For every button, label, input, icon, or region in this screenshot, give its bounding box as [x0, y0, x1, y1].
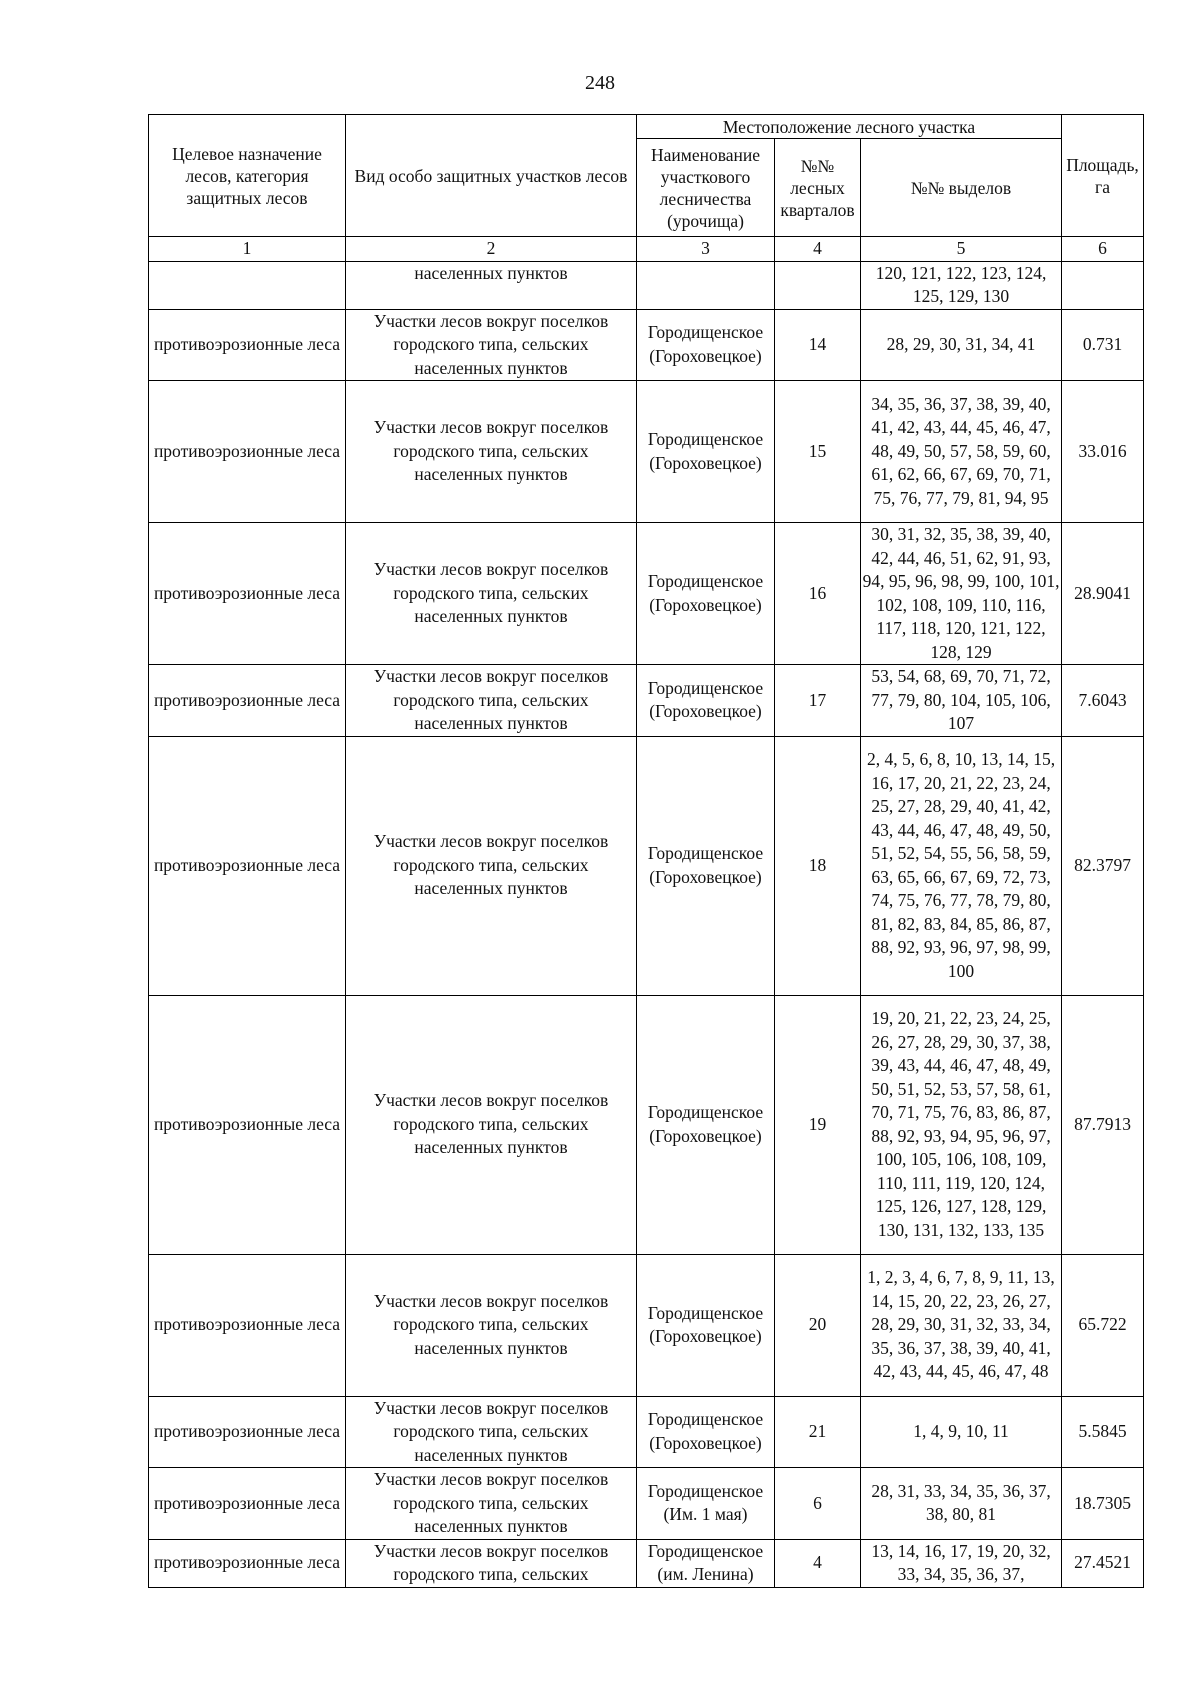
sections-cell: 28, 29, 30, 31, 34, 41	[861, 309, 1062, 381]
quarter-cell: 19	[775, 995, 861, 1254]
forestry-cell: Городищенское (Им. 1 мая)	[637, 1468, 775, 1540]
table-row	[149, 1539, 1144, 1587]
area-cell	[1062, 261, 1144, 309]
area-cell: 28.9041	[1062, 523, 1144, 665]
quarter-cell: 21	[775, 1396, 861, 1468]
forestry-cell: Городищенское (Гороховецкое)	[637, 665, 775, 737]
category-cell	[149, 261, 346, 309]
forestry-cell: Городищенское (им. Ленина)	[637, 1539, 775, 1587]
quarter-cell	[775, 261, 861, 309]
forestry-cell: Городищенское (Гороховецкое)	[637, 309, 775, 381]
page-number: 248	[585, 72, 615, 94]
forestry-cell: Городищенское (Гороховецкое)	[637, 1396, 775, 1468]
column-number: 1	[149, 237, 346, 262]
quarter-cell: 14	[775, 309, 861, 381]
area-cell: 5.5845	[1062, 1396, 1144, 1468]
table-row	[149, 1254, 1144, 1396]
plot-type-cell: Участки лесов вокруг поселков городского типа, сельских населенных пунктов	[346, 309, 637, 381]
column-number: 5	[861, 237, 1062, 262]
category-cell: противоэрозионные леса	[149, 523, 346, 665]
table-row	[149, 1468, 1144, 1540]
forestry-cell: Городищенское (Гороховецкое)	[637, 995, 775, 1254]
sections-cell: 2, 4, 5, 6, 8, 10, 13, 14, 15, 16, 17, 20, 21, 22, 23, 24, 25, 27, 28, 29, 40, 41, 42, 43, 44, 46, 47, 48, 49, 50, 51, 52, 54, 55, 56, 58, 59, 63, 65, 66, 67, 69, 72, 73, 74, 75, 76, 77, 78, 79, 80, 81, 82, 83, 84, 85, 86, 87, 88, 92, 93, 96, 97, 98, 99, 100	[861, 736, 1062, 995]
quarter-cell: 18	[775, 736, 861, 995]
category-cell: противоэрозионные леса	[149, 309, 346, 381]
plot-type-cell: Участки лесов вокруг поселков городского типа, сельских населенных пунктов	[346, 1468, 637, 1540]
area-cell: 27.4521	[1062, 1539, 1144, 1587]
area-cell: 33.016	[1062, 381, 1144, 523]
category-cell: противоэрозионные леса	[149, 665, 346, 737]
column-number: 3	[637, 237, 775, 262]
table-row	[149, 309, 1144, 381]
category-cell: противоэрозионные леса	[149, 1396, 346, 1468]
quarter-cell: 15	[775, 381, 861, 523]
sections-cell: 120, 121, 122, 123, 124, 125, 129, 130	[861, 261, 1062, 309]
area-cell: 65.722	[1062, 1254, 1144, 1396]
sections-cell: 1, 4, 9, 10, 11	[861, 1396, 1062, 1468]
plot-type-cell: Участки лесов вокруг поселков городского типа, сельских населенных пунктов	[346, 736, 637, 995]
header-location-group: Местоположение лесного участка	[637, 115, 1062, 139]
plot-type-cell: Участки лесов вокруг поселков городского типа, сельских населенных пунктов	[346, 665, 637, 737]
header-quarters: №№ лесных кварталов	[775, 139, 861, 237]
category-cell: противоэрозионные леса	[149, 995, 346, 1254]
quarter-cell: 20	[775, 1254, 861, 1396]
table-row	[149, 381, 1144, 523]
category-cell: противоэрозионные леса	[149, 1539, 346, 1587]
table-row	[149, 523, 1144, 665]
sections-cell: 13, 14, 16, 17, 19, 20, 32, 33, 34, 35, 36, 37,	[861, 1539, 1062, 1587]
column-number: 4	[775, 237, 861, 262]
area-cell: 82.3797	[1062, 736, 1144, 995]
forestry-cell	[637, 261, 775, 309]
header-forestry-name: Наименование участкового лесничества (урочища)	[637, 139, 775, 237]
plot-type-cell: Участки лесов вокруг поселков городского типа, сельских населенных пунктов	[346, 995, 637, 1254]
sections-cell: 1, 2, 3, 4, 6, 7, 8, 9, 11, 13, 14, 15, 20, 22, 23, 26, 27, 28, 29, 30, 31, 32, 33, 34, 35, 36, 37, 38, 39, 40, 41, 42, 43, 44, 45, 46, 47, 48	[861, 1254, 1062, 1396]
table-row	[149, 1396, 1144, 1468]
sections-cell: 28, 31, 33, 34, 35, 36, 37, 38, 80, 81	[861, 1468, 1062, 1540]
header-target-purpose: Целевое назначение лесов, категория защитных лесов	[149, 115, 346, 237]
category-cell: противоэрозионные леса	[149, 381, 346, 523]
forestry-cell: Городищенское (Гороховецкое)	[637, 523, 775, 665]
sections-cell: 19, 20, 21, 22, 23, 24, 25, 26, 27, 28, 29, 30, 37, 38, 39, 43, 44, 46, 47, 48, 49, 50, 51, 52, 53, 57, 58, 61, 70, 71, 75, 76, 83, 86, 87, 88, 92, 93, 94, 95, 96, 97, 100, 105, 106, 108, 109, 110, 111, 119, 120, 124, 125, 126, 127, 128, 129, 130, 131, 132, 133, 135	[861, 995, 1062, 1254]
quarter-cell: 17	[775, 665, 861, 737]
forestry-cell: Городищенское (Гороховецкое)	[637, 381, 775, 523]
header-protected-plot-type: Вид особо защитных участков лесов	[346, 115, 637, 237]
plot-type-cell: Участки лесов вокруг поселков городского типа, сельских населенных пунктов	[346, 381, 637, 523]
area-cell: 7.6043	[1062, 665, 1144, 737]
plot-type-cell: Участки лесов вокруг поселков городского типа, сельских населенных пунктов	[346, 1254, 637, 1396]
sections-cell: 30, 31, 32, 35, 38, 39, 40, 42, 44, 46, 51, 62, 91, 93, 94, 95, 96, 98, 99, 100, 101, 102, 108, 109, 110, 116, 117, 118, 120, 121, 122, 128, 129	[861, 523, 1062, 665]
column-number: 2	[346, 237, 637, 262]
quarter-cell: 6	[775, 1468, 861, 1540]
plot-type-cell: населенных пунктов	[346, 261, 637, 309]
category-cell: противоэрозионные леса	[149, 736, 346, 995]
area-cell: 18.7305	[1062, 1468, 1144, 1540]
column-number: 6	[1062, 237, 1144, 262]
plot-type-cell: Участки лесов вокруг поселков городского типа, сельских	[346, 1539, 637, 1587]
plot-type-cell: Участки лесов вокруг поселков городского типа, сельских населенных пунктов	[346, 523, 637, 665]
protective-forests-table	[148, 114, 1144, 1588]
area-cell: 87.7913	[1062, 995, 1144, 1254]
quarter-cell: 4	[775, 1539, 861, 1587]
table-row	[149, 736, 1144, 995]
area-cell: 0.731	[1062, 309, 1144, 381]
table-row	[149, 261, 1144, 309]
sections-cell: 53, 54, 68, 69, 70, 71, 72, 77, 79, 80, 104, 105, 106, 107	[861, 665, 1062, 737]
header-area: Площадь, га	[1062, 115, 1144, 237]
category-cell: противоэрозионные леса	[149, 1468, 346, 1540]
header-sections: №№ выделов	[861, 139, 1062, 237]
column-number-row	[149, 237, 1144, 262]
quarter-cell: 16	[775, 523, 861, 665]
forestry-cell: Городищенское (Гороховецкое)	[637, 1254, 775, 1396]
plot-type-cell: Участки лесов вокруг поселков городского типа, сельских населенных пунктов	[346, 1396, 637, 1468]
sections-cell: 34, 35, 36, 37, 38, 39, 40, 41, 42, 43, 44, 45, 46, 47, 48, 49, 50, 57, 58, 59, 60, 61, 62, 66, 67, 69, 70, 71, 75, 76, 77, 79, 81, 94, 95	[861, 381, 1062, 523]
category-cell: противоэрозионные леса	[149, 1254, 346, 1396]
table-row	[149, 665, 1144, 737]
forestry-cell: Городищенское (Гороховецкое)	[637, 736, 775, 995]
table-row	[149, 995, 1144, 1254]
